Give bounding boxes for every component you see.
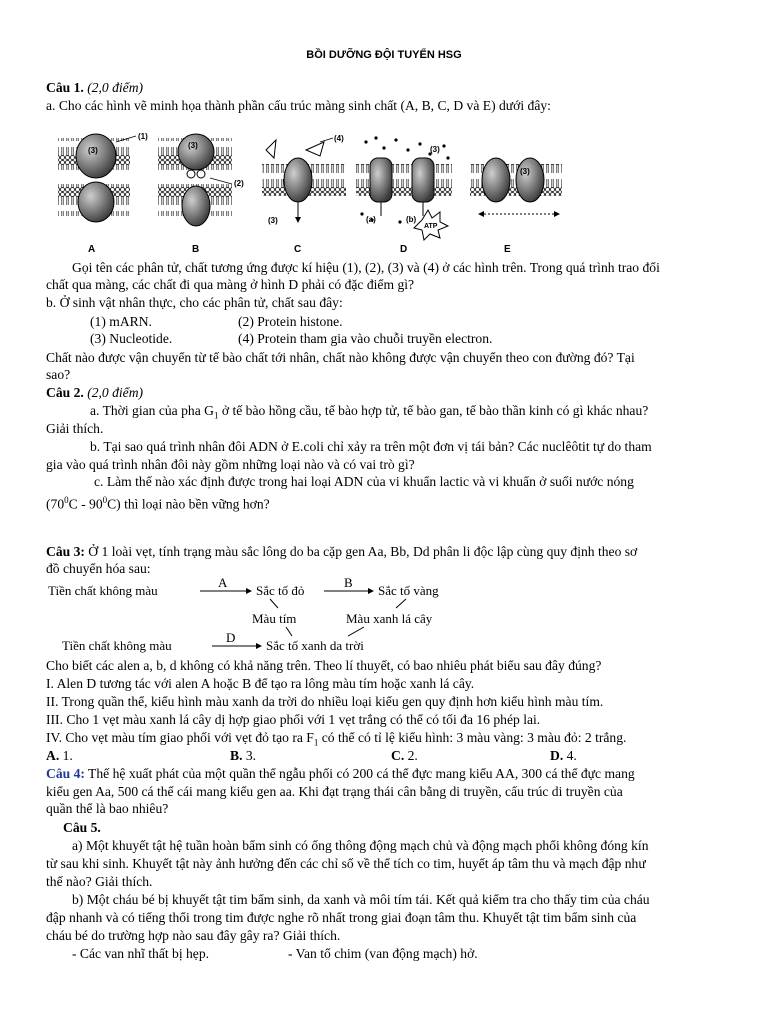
q3-statement-4 [46,729,626,752]
marker-4: (4) [334,134,344,143]
q4-line-2: kiểu gen Aa, 500 cá thể cái mang kiểu gen aa. Khi đạt trạng thái cân bằng di truyền, cấu trúc di truyền của [46,784,623,799]
marker-3-d: (3) [430,145,440,154]
q3-option-c [391,747,418,764]
marker-1: (1) [138,132,148,141]
q1-item-1: (1) mARN. [90,314,152,329]
q2-b-line-1: b. Tại sao quá trình nhân đôi ADN ở E.coli chỉ xảy ra trên một đơn vị tái bản? Các nuclêôtit tự do tham [90,439,652,454]
q2-b-line-2: gia vào quá trình nhân đôi này gồm những loại nào và có vai trò gì? [46,457,415,472]
q4-label: Câu 4: [46,766,85,781]
q4-line-3: quần thể là bao nhiêu? [46,801,169,816]
q3-intro-1 [46,543,637,560]
q1-item-2: (2) Protein histone. [238,314,343,329]
q5-b-line-2: đập nhanh và có tiếng thổi trong tim được nghe rõ nhất trong giai đoạn tâm thu. Khuyết tật tim bẩm sinh của [46,910,637,925]
marker-3-e: (3) [520,167,530,176]
q3-s4-text-a: IV. Cho vẹt màu tím giao phối với vẹt đỏ tạo ra F [46,730,314,745]
panel-label-c: C [294,244,302,255]
option-c-value: 2. [404,748,418,763]
q1-b-intro: b. Ở sinh vật nhân thực, cho các phân tử, chất sau đây: [46,295,343,310]
q2-a-text-cont: ở tế bào hồng cầu, tế bào hợp tử, tế bào gan, tế bào thần kinh có gì khác nhau? [218,403,649,418]
marker-3-b: (3) [188,141,198,150]
q2-label: Câu 2. [46,385,84,400]
q1-a-text-1: Gọi tên các phân tử, chất tương ứng được kí hiệu (1), (2), (3) và (4) ở các hình trên. Trong quá trình trao đổi [72,260,660,275]
q2-c-text-c: C) thì loại nào bền vững hơn? [107,496,270,512]
q1-b-question-1: Chất nào được vận chuyển từ tế bào chất tới nhân, chất nào không được vận chuyển theo con đường đó? Tại [46,350,635,365]
option-a-value: 1. [59,748,73,763]
q3-statement-3: III. Cho 1 vẹt màu xanh lá cây dị hợp giao phối với 1 vẹt trắng có thể có tối đa 16 phép lai. [46,712,541,727]
marker-2: (2) [234,179,244,188]
red-pigment: Sắc tố đỏ [256,583,305,598]
marker-a: (a) [366,215,376,224]
q3-option-b [230,747,256,764]
q1-a-intro: a. Cho các hình vẽ minh họa thành phần cấu trúc màng sinh chất (A, B, C, D và E) dưới đây: [46,98,551,113]
q3-intro-2: đồ chuyển hóa sau: [46,561,151,576]
q5-option-2: - Van tổ chim (van động mạch) hở. [288,946,478,961]
q5-b-line-1: b) Một cháu bé bị khuyết tật tim bẩm sinh, da xanh và môi tím tái. Kết quả kiểm tra cho thấy tim của cháu [72,892,650,907]
q5-a-line-2: từ sau khi sinh. Khuyết tật này ảnh hưởng đến các chỉ số về thể tích co tim, huyết áp tâm thu và mạch đập như [46,856,646,871]
q1-item-3: (3) Nucleotide. [90,331,173,346]
q3-s4-subscript: 1 [313,737,319,748]
atp-label: ATP [424,223,438,230]
q2-c-sup-1: 0 [64,495,69,505]
panel-label-e: E [504,244,511,255]
option-d-value: 4. [563,748,577,763]
panel-e-graphic [470,158,562,217]
q2-a-text: a. Thời gian của pha G [90,403,214,418]
q3-note: Cho biết các alen a, b, d không có khả năng trên. Theo lí thuyết, có bao nhiêu phát biểu sau đây đúng? [46,658,602,673]
q3-option-d [550,747,577,764]
q2-score: (2,0 điểm) [87,385,144,400]
option-d-key: D. [550,748,564,763]
q1-b-question-2: sao? [46,367,71,382]
q1-label: Câu 1. [46,80,84,95]
q4-line-1 [46,765,635,782]
panel-b-graphic [158,134,244,226]
precursor-1: Tiền chất không màu [48,583,158,598]
marker-3-a: (3) [88,146,98,155]
q1-heading [46,79,143,96]
marker-b: (b) [406,215,417,224]
q3-intro-text: Ở 1 loài vẹt, tính trạng màu sắc lông do ba cặp gen Aa, Bb, Dd phân li độc lập cùng quy định theo sơ [84,544,638,559]
yellow-pigment: Sắc tố vàng [378,583,439,598]
option-b-value: 3. [242,748,257,763]
panel-label-a: A [88,244,96,255]
q2-a-line-1 [90,402,648,425]
q3-s4-text-b: có thể có tỉ lệ kiểu hình: 3 màu vàng: 3 màu đỏ: 2 trắng. [318,730,627,745]
panel-label-d: D [400,244,408,255]
q3-option-a [46,747,73,764]
q5-option-1: - Các van nhĩ thất bị hẹp. [72,946,210,961]
q3-label: Câu 3: [46,544,85,559]
membrane-figure [50,128,570,258]
q2-c-sup-2: 0 [102,495,108,505]
q1-item-4: (4) Protein tham gia vào chuỗi truyền electron. [238,331,493,346]
enzyme-b: B [344,578,353,590]
precursor-2: Tiền chất không màu [62,638,172,653]
purple-color: Màu tím [252,611,297,626]
panel-d-graphic [356,136,452,240]
q3-statement-2: II. Trong quần thể, kiểu hình màu xanh da trời do nhiều loại kiểu gen quy định hơn kiểu hình màu tím. [46,694,604,709]
panel-c-graphic [262,134,346,225]
panel-label-b: B [192,244,200,255]
q3-statement-1: I. Alen D tương tác với alen A hoặc B để tạo ra lông màu tím hoặc xanh lá cây. [46,676,475,691]
q5-b-line-3: cháu bé do trường hợp nào sau đây gây ra? Giải thích. [46,928,341,943]
q2-a-subscript: 1 [213,410,219,421]
q1-score: (2,0 điểm) [87,80,144,95]
q2-c-line-1: c. Làm thế nào xác định được trong hai loại ADN của vi khuẩn lactic và vi khuẩn ở suối nước nóng [94,474,634,489]
option-b-key: B. [230,748,243,763]
marker-3-c: (3) [268,216,278,225]
q2-heading [46,384,143,401]
panel-a-graphic [58,132,148,222]
q4-text-1: Thế hệ xuất phát của một quần thể ngẫu phối có 200 cá thể đực mang kiểu AA, 300 cá thể đực mang [84,766,635,781]
q2-c-text-b: C - 90 [68,496,103,512]
sky-blue-pigment: Sắc tố xanh da trời [266,638,364,653]
q5-a-line-3: thế nào? Giải thích. [46,874,153,889]
enzyme-d: D [226,630,236,645]
green-color: Màu xanh lá cây [346,611,433,626]
q5-label: Câu 5. [63,820,101,835]
q1-a-text-2: chất qua màng, các chất đi qua màng ở hình D phải có đặc điểm gì? [46,277,415,292]
enzyme-a: A [218,578,228,590]
page-title: BỒI DƯỠNG ĐỘI TUYỂN HSG [306,49,462,61]
q2-c-text-a: (70 [46,496,65,512]
option-a-key: A. [46,748,60,763]
option-c-key: C. [391,748,405,763]
q2-a-line-2: Giải thích. [46,421,104,436]
pigment-pathway-diagram [46,578,466,656]
q2-c-line-2 [46,492,270,513]
q5-a-line-1: a) Một khuyết tật hệ tuần hoàn bẩm sinh có ống thông động mạch chủ và động mạch phổi không đóng kín [72,838,649,853]
